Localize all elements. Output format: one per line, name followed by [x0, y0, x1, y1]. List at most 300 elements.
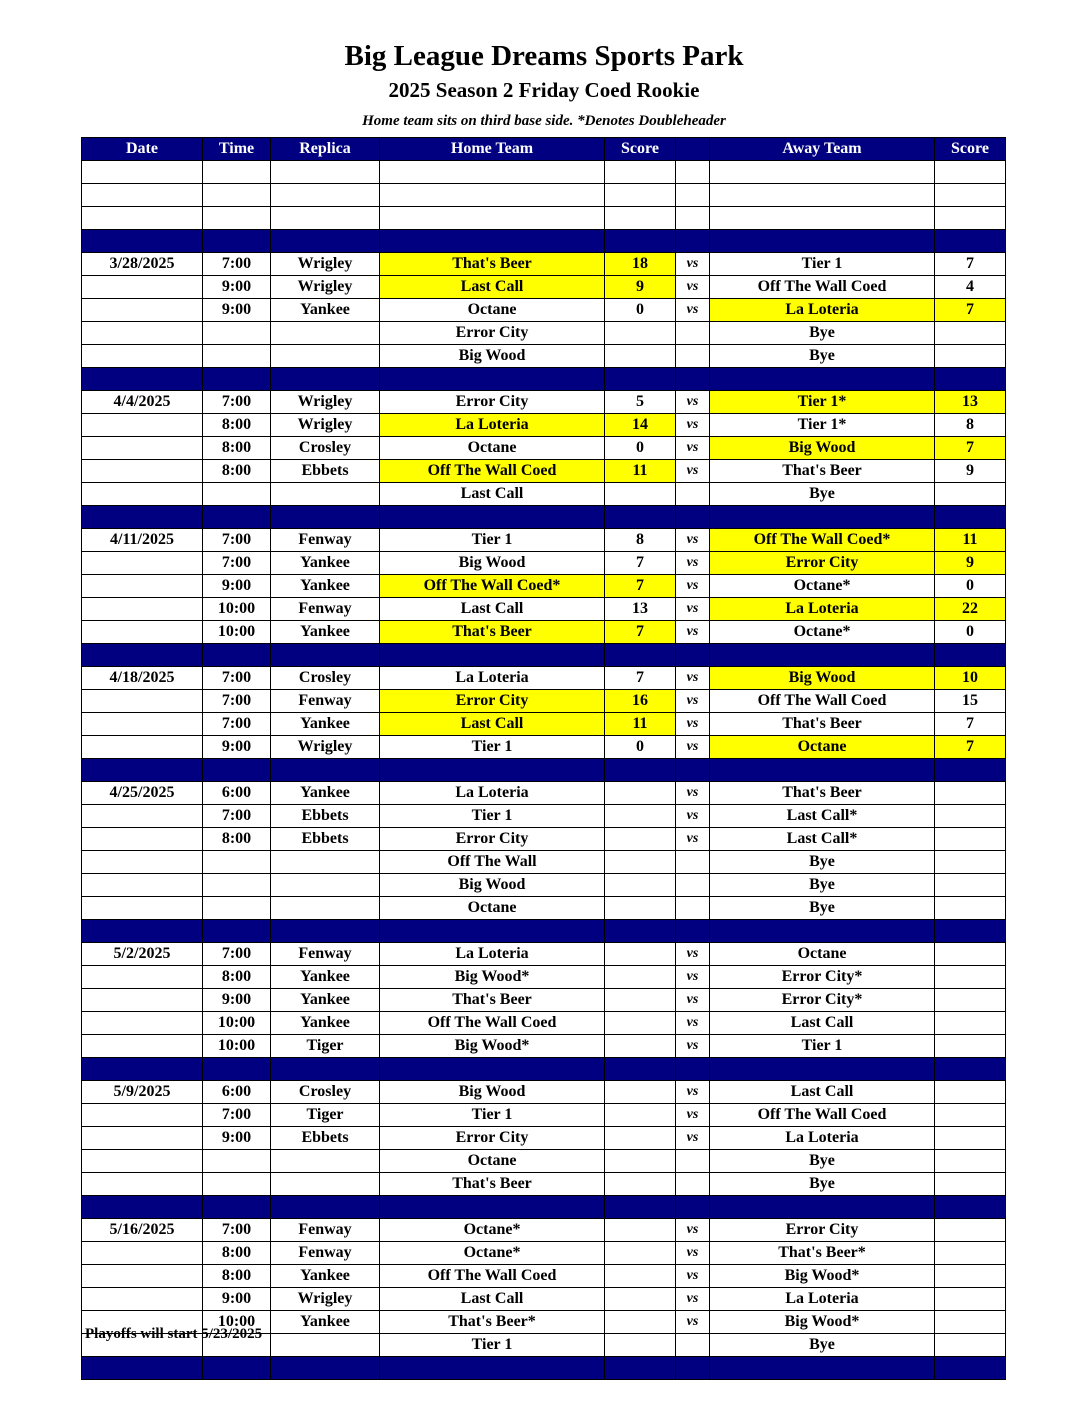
- separator-cell: [82, 506, 203, 529]
- home-score-cell: [605, 966, 676, 989]
- home-team-cell: Error City: [380, 828, 605, 851]
- vs-cell: vs: [676, 1311, 710, 1334]
- replica-cell: [271, 897, 380, 920]
- time-cell: 7:00: [203, 943, 271, 966]
- home-score-cell: 8: [605, 529, 676, 552]
- separator-cell: [935, 920, 1006, 943]
- separator-cell: [676, 644, 710, 667]
- blank-cell: [380, 161, 605, 184]
- home-team-cell: Octane: [380, 437, 605, 460]
- home-team-cell: Last Call: [380, 1288, 605, 1311]
- date-cell: [82, 1265, 203, 1288]
- date-cell: [82, 1173, 203, 1196]
- playoffs-note: Playoffs will start 5/23/2025: [85, 1326, 263, 1342]
- game-row: [82, 1012, 1006, 1035]
- separator-cell: [935, 230, 1006, 253]
- away-score-cell: 11: [935, 529, 1006, 552]
- game-row: [82, 322, 1006, 345]
- week-separator-row: [82, 644, 1006, 667]
- separator-cell: [380, 1196, 605, 1219]
- separator-cell: [676, 1357, 710, 1380]
- replica-cell: Crosley: [271, 437, 380, 460]
- vs-cell: vs: [676, 575, 710, 598]
- time-cell: [203, 322, 271, 345]
- time-cell: 9:00: [203, 1127, 271, 1150]
- date-cell: [82, 1288, 203, 1311]
- replica-cell: [271, 1150, 380, 1173]
- time-cell: 10:00: [203, 1035, 271, 1058]
- separator-cell: [676, 506, 710, 529]
- date-cell: [82, 276, 203, 299]
- vs-cell: [676, 874, 710, 897]
- home-team-cell: Last Call: [380, 483, 605, 506]
- blank-cell: [935, 184, 1006, 207]
- game-row: [82, 736, 1006, 759]
- date-cell: [82, 1104, 203, 1127]
- vs-cell: vs: [676, 552, 710, 575]
- away-score-cell: 7: [935, 299, 1006, 322]
- away-team-cell: Bye: [710, 345, 935, 368]
- separator-cell: [935, 1058, 1006, 1081]
- away-team-cell: Tier 1: [710, 253, 935, 276]
- away-team-cell: Off The Wall Coed: [710, 1104, 935, 1127]
- home-score-cell: [605, 1012, 676, 1035]
- away-score-cell: [935, 1311, 1006, 1334]
- away-score-cell: [935, 1035, 1006, 1058]
- week-separator-row: [82, 230, 1006, 253]
- home-team-cell: Tier 1: [380, 1104, 605, 1127]
- replica-cell: Crosley: [271, 667, 380, 690]
- away-score-cell: 0: [935, 621, 1006, 644]
- vs-cell: vs: [676, 414, 710, 437]
- game-row: [82, 345, 1006, 368]
- separator-cell: [203, 1058, 271, 1081]
- away-team-cell: Bye: [710, 1334, 935, 1357]
- time-cell: 7:00: [203, 1104, 271, 1127]
- home-score-cell: [605, 989, 676, 1012]
- home-team-cell: That's Beer: [380, 253, 605, 276]
- separator-cell: [82, 368, 203, 391]
- time-cell: 8:00: [203, 414, 271, 437]
- separator-cell: [203, 920, 271, 943]
- away-score-cell: [935, 1127, 1006, 1150]
- time-cell: 8:00: [203, 460, 271, 483]
- separator-cell: [82, 644, 203, 667]
- date-cell: [82, 483, 203, 506]
- home-team-cell: Octane: [380, 897, 605, 920]
- separator-cell: [203, 759, 271, 782]
- away-team-cell: Bye: [710, 897, 935, 920]
- away-score-cell: [935, 483, 1006, 506]
- away-score-cell: 7: [935, 713, 1006, 736]
- away-team-cell: Big Wood*: [710, 1265, 935, 1288]
- separator-cell: [271, 368, 380, 391]
- home-team-cell: Octane: [380, 299, 605, 322]
- blank-cell: [271, 207, 380, 230]
- home-score-cell: 5: [605, 391, 676, 414]
- game-row: [82, 713, 1006, 736]
- date-cell: [82, 897, 203, 920]
- replica-cell: Wrigley: [271, 391, 380, 414]
- time-cell: 8:00: [203, 828, 271, 851]
- time-cell: 7:00: [203, 805, 271, 828]
- replica-cell: Fenway: [271, 598, 380, 621]
- home-score-cell: [605, 828, 676, 851]
- separator-cell: [271, 644, 380, 667]
- home-score-cell: [605, 874, 676, 897]
- vs-cell: vs: [676, 690, 710, 713]
- away-team-cell: Bye: [710, 1173, 935, 1196]
- game-row: [82, 989, 1006, 1012]
- date-cell: [82, 460, 203, 483]
- away-team-cell: Tier 1*: [710, 414, 935, 437]
- home-score-cell: 0: [605, 299, 676, 322]
- separator-cell: [935, 1196, 1006, 1219]
- home-score-cell: 13: [605, 598, 676, 621]
- away-team-cell: That's Beer*: [710, 1242, 935, 1265]
- home-score-cell: [605, 1035, 676, 1058]
- game-row: [82, 299, 1006, 322]
- game-row: [82, 483, 1006, 506]
- away-team-cell: Last Call: [710, 1081, 935, 1104]
- replica-cell: Fenway: [271, 943, 380, 966]
- away-score-cell: 8: [935, 414, 1006, 437]
- replica-cell: Ebbets: [271, 805, 380, 828]
- vs-cell: vs: [676, 966, 710, 989]
- vs-cell: [676, 1173, 710, 1196]
- game-row: [82, 1035, 1006, 1058]
- time-cell: 8:00: [203, 1242, 271, 1265]
- week-separator-row: [82, 1357, 1006, 1380]
- away-team-cell: Off The Wall Coed: [710, 690, 935, 713]
- separator-cell: [271, 920, 380, 943]
- vs-cell: vs: [676, 529, 710, 552]
- home-score-cell: [605, 1081, 676, 1104]
- replica-cell: [271, 345, 380, 368]
- game-row: [82, 414, 1006, 437]
- replica-cell: [271, 1173, 380, 1196]
- home-score-cell: [605, 1127, 676, 1150]
- replica-cell: [271, 483, 380, 506]
- time-cell: 7:00: [203, 690, 271, 713]
- separator-cell: [203, 506, 271, 529]
- home-team-cell: Tier 1: [380, 1334, 605, 1357]
- time-cell: 7:00: [203, 391, 271, 414]
- date-cell: [82, 989, 203, 1012]
- blank-cell: [935, 161, 1006, 184]
- away-score-cell: [935, 1081, 1006, 1104]
- date-cell: [82, 1035, 203, 1058]
- away-score-cell: [935, 943, 1006, 966]
- away-team-cell: Bye: [710, 874, 935, 897]
- time-cell: 10:00: [203, 1311, 271, 1334]
- col-header-away-score: Score: [935, 138, 1006, 161]
- away-team-cell: Bye: [710, 483, 935, 506]
- blank-cell: [271, 184, 380, 207]
- page-subtitle: 2025 Season 2 Friday Coed Rookie: [388, 78, 700, 102]
- date-cell: 4/4/2025: [82, 391, 203, 414]
- separator-cell: [271, 230, 380, 253]
- date-cell: [82, 598, 203, 621]
- separator-cell: [935, 506, 1006, 529]
- home-score-cell: [605, 805, 676, 828]
- replica-cell: Tiger: [271, 1104, 380, 1127]
- time-cell: 7:00: [203, 713, 271, 736]
- time-cell: [203, 851, 271, 874]
- away-score-cell: 7: [935, 253, 1006, 276]
- game-row: [82, 529, 1006, 552]
- game-row: [82, 782, 1006, 805]
- vs-cell: vs: [676, 828, 710, 851]
- away-team-cell: Error City*: [710, 966, 935, 989]
- page-title: Big League Dreams Sports Park: [344, 40, 744, 72]
- replica-cell: Wrigley: [271, 276, 380, 299]
- replica-cell: Yankee: [271, 1311, 380, 1334]
- home-team-cell: Tier 1: [380, 805, 605, 828]
- away-team-cell: That's Beer: [710, 460, 935, 483]
- game-row: [82, 943, 1006, 966]
- time-cell: 7:00: [203, 253, 271, 276]
- separator-cell: [605, 1196, 676, 1219]
- away-team-cell: Error City: [710, 552, 935, 575]
- home-team-cell: Big Wood*: [380, 1035, 605, 1058]
- date-cell: 4/25/2025: [82, 782, 203, 805]
- game-row: [82, 874, 1006, 897]
- vs-cell: vs: [676, 1265, 710, 1288]
- replica-cell: Yankee: [271, 1012, 380, 1035]
- away-score-cell: [935, 828, 1006, 851]
- away-score-cell: 9: [935, 552, 1006, 575]
- vs-cell: [676, 1150, 710, 1173]
- game-row: [82, 1242, 1006, 1265]
- date-cell: 4/18/2025: [82, 667, 203, 690]
- home-score-cell: [605, 897, 676, 920]
- vs-cell: [676, 1334, 710, 1357]
- replica-cell: Ebbets: [271, 1127, 380, 1150]
- home-team-cell: La Loteria: [380, 943, 605, 966]
- separator-cell: [271, 1058, 380, 1081]
- date-cell: [82, 966, 203, 989]
- vs-cell: vs: [676, 1012, 710, 1035]
- home-score-cell: [605, 851, 676, 874]
- home-team-cell: La Loteria: [380, 414, 605, 437]
- blank-cell: [710, 161, 935, 184]
- vs-cell: vs: [676, 1081, 710, 1104]
- time-cell: 8:00: [203, 1265, 271, 1288]
- date-cell: 5/2/2025: [82, 943, 203, 966]
- home-score-cell: 14: [605, 414, 676, 437]
- away-score-cell: [935, 805, 1006, 828]
- separator-cell: [82, 230, 203, 253]
- away-score-cell: [935, 966, 1006, 989]
- away-score-cell: [935, 1104, 1006, 1127]
- vs-cell: vs: [676, 299, 710, 322]
- home-team-cell: Big Wood*: [380, 966, 605, 989]
- away-team-cell: That's Beer: [710, 782, 935, 805]
- separator-cell: [676, 759, 710, 782]
- away-score-cell: [935, 322, 1006, 345]
- home-team-cell: Error City: [380, 391, 605, 414]
- away-team-cell: Off The Wall Coed*: [710, 529, 935, 552]
- vs-cell: vs: [676, 782, 710, 805]
- away-team-cell: La Loteria: [710, 598, 935, 621]
- away-team-cell: La Loteria: [710, 1127, 935, 1150]
- time-cell: [203, 345, 271, 368]
- replica-cell: Yankee: [271, 552, 380, 575]
- separator-cell: [605, 368, 676, 391]
- home-team-cell: Last Call: [380, 276, 605, 299]
- vs-cell: vs: [676, 1104, 710, 1127]
- time-cell: [203, 1173, 271, 1196]
- date-cell: [82, 736, 203, 759]
- home-score-cell: 11: [605, 713, 676, 736]
- vs-cell: [676, 897, 710, 920]
- replica-cell: Yankee: [271, 966, 380, 989]
- home-team-cell: Octane*: [380, 1219, 605, 1242]
- home-team-cell: Off The Wall Coed: [380, 460, 605, 483]
- home-team-cell: That's Beer: [380, 1173, 605, 1196]
- separator-cell: [82, 920, 203, 943]
- date-cell: [82, 437, 203, 460]
- home-team-cell: Big Wood: [380, 345, 605, 368]
- home-team-cell: Last Call: [380, 598, 605, 621]
- separator-cell: [380, 644, 605, 667]
- separator-cell: [380, 1058, 605, 1081]
- date-cell: [82, 805, 203, 828]
- blank-cell: [676, 184, 710, 207]
- home-team-cell: La Loteria: [380, 667, 605, 690]
- separator-cell: [710, 759, 935, 782]
- separator-cell: [203, 1196, 271, 1219]
- away-score-cell: 15: [935, 690, 1006, 713]
- separator-cell: [710, 644, 935, 667]
- time-cell: 7:00: [203, 1219, 271, 1242]
- replica-cell: Fenway: [271, 529, 380, 552]
- away-team-cell: La Loteria: [710, 1288, 935, 1311]
- date-cell: [82, 1242, 203, 1265]
- separator-cell: [271, 759, 380, 782]
- away-team-cell: Octane*: [710, 575, 935, 598]
- vs-cell: vs: [676, 736, 710, 759]
- separator-cell: [935, 1357, 1006, 1380]
- separator-cell: [605, 230, 676, 253]
- home-team-cell: Error City: [380, 322, 605, 345]
- week-separator-row: [82, 920, 1006, 943]
- game-row: [82, 598, 1006, 621]
- replica-cell: Crosley: [271, 1081, 380, 1104]
- date-cell: 3/28/2025: [82, 253, 203, 276]
- vs-cell: vs: [676, 989, 710, 1012]
- away-team-cell: Bye: [710, 322, 935, 345]
- home-score-cell: 7: [605, 667, 676, 690]
- date-cell: [82, 414, 203, 437]
- blank-cell: [203, 184, 271, 207]
- game-row: [82, 1219, 1006, 1242]
- replica-cell: Fenway: [271, 690, 380, 713]
- blank-cell: [605, 184, 676, 207]
- schedule-table: [81, 137, 1006, 1380]
- blank-cell: [82, 161, 203, 184]
- away-score-cell: [935, 345, 1006, 368]
- away-team-cell: That's Beer: [710, 713, 935, 736]
- replica-cell: Yankee: [271, 989, 380, 1012]
- away-team-cell: Tier 1*: [710, 391, 935, 414]
- separator-cell: [605, 759, 676, 782]
- vs-cell: vs: [676, 391, 710, 414]
- home-team-cell: Octane: [380, 1150, 605, 1173]
- vs-cell: [676, 322, 710, 345]
- home-score-cell: 9: [605, 276, 676, 299]
- col-header-vs: [676, 138, 710, 161]
- home-score-cell: [605, 1173, 676, 1196]
- date-cell: [82, 1012, 203, 1035]
- vs-cell: vs: [676, 1242, 710, 1265]
- home-team-cell: Off The Wall Coed*: [380, 575, 605, 598]
- blank-cell: [380, 184, 605, 207]
- separator-cell: [605, 506, 676, 529]
- blank-cell: [710, 207, 935, 230]
- date-cell: [82, 345, 203, 368]
- away-score-cell: 10: [935, 667, 1006, 690]
- home-score-cell: [605, 1150, 676, 1173]
- separator-cell: [82, 1196, 203, 1219]
- vs-cell: vs: [676, 1219, 710, 1242]
- home-team-cell: Tier 1: [380, 736, 605, 759]
- home-score-cell: [605, 1334, 676, 1357]
- time-cell: 10:00: [203, 1012, 271, 1035]
- game-row: [82, 1127, 1006, 1150]
- game-row: [82, 621, 1006, 644]
- away-score-cell: 7: [935, 437, 1006, 460]
- home-score-cell: [605, 322, 676, 345]
- vs-cell: vs: [676, 943, 710, 966]
- date-cell: [82, 575, 203, 598]
- separator-cell: [271, 1357, 380, 1380]
- time-cell: [203, 897, 271, 920]
- vs-cell: vs: [676, 276, 710, 299]
- game-row: [82, 276, 1006, 299]
- schedule-body: [82, 161, 1006, 1380]
- date-cell: [82, 621, 203, 644]
- blank-cell: [82, 184, 203, 207]
- home-team-cell: That's Beer: [380, 621, 605, 644]
- home-team-cell: Octane*: [380, 1242, 605, 1265]
- week-separator-row: [82, 1196, 1006, 1219]
- time-cell: 9:00: [203, 299, 271, 322]
- separator-cell: [82, 1357, 203, 1380]
- away-score-cell: [935, 851, 1006, 874]
- separator-cell: [676, 230, 710, 253]
- separator-cell: [203, 644, 271, 667]
- separator-cell: [676, 920, 710, 943]
- week-separator-row: [82, 506, 1006, 529]
- home-score-cell: 0: [605, 736, 676, 759]
- date-cell: 5/9/2025: [82, 1081, 203, 1104]
- game-row: [82, 1265, 1006, 1288]
- separator-cell: [380, 506, 605, 529]
- game-row: [82, 1173, 1006, 1196]
- away-team-cell: Error City*: [710, 989, 935, 1012]
- replica-cell: [271, 1334, 380, 1357]
- home-score-cell: 0: [605, 437, 676, 460]
- home-score-cell: 18: [605, 253, 676, 276]
- separator-cell: [710, 1058, 935, 1081]
- home-score-cell: [605, 345, 676, 368]
- separator-cell: [710, 920, 935, 943]
- home-team-cell: Big Wood: [380, 1081, 605, 1104]
- away-score-cell: [935, 1265, 1006, 1288]
- game-row: [82, 1104, 1006, 1127]
